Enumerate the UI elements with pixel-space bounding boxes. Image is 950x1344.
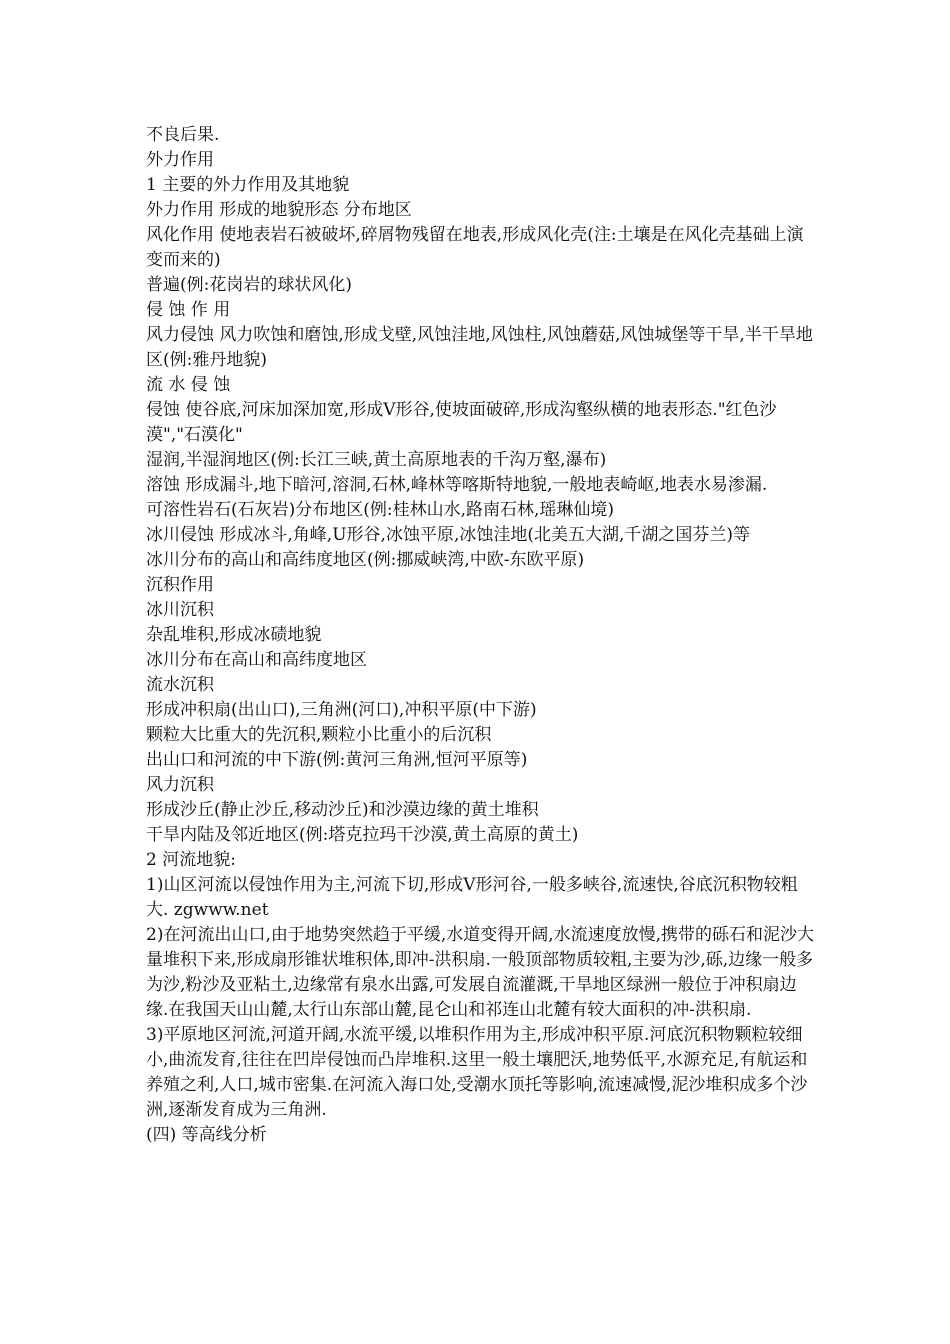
text-line: 湿润,半湿润地区(例:长江三峡,黄土高原地表的千沟万壑,瀑布) (146, 450, 607, 470)
text-line: 冰川分布在高山和高纬度地区 (146, 650, 367, 670)
text-line: 侵 蚀 作 用 (146, 300, 231, 320)
text-line: 冰川沉积 (146, 600, 214, 620)
section-heading: 沉积作用 (146, 575, 214, 595)
text-line: 干旱内陆及邻近地区(例:塔克拉玛干沙漠,黄土高原的黄土) (146, 825, 579, 845)
text-line: 侵蚀 使谷底,河床加深加宽,形成V形谷,使坡面破碎,形成沟壑纵横的地表形态."红色沙漠","石漠化" (146, 400, 777, 445)
subsection-heading: 1 主要的外力作用及其地貌 (146, 175, 350, 195)
text-line: 颗粒大比重大的先沉积,颗粒小比重小的后沉积 (146, 725, 492, 745)
text-line: 流 水 侵 蚀 (146, 375, 231, 395)
text-line: 形成沙丘(静止沙丘,移动沙丘)和沙漠边缘的黄土堆积 (146, 800, 539, 820)
text-line: 风化作用 使地表岩石被破坏,碎屑物残留在地表,形成风化壳(注:土壤是在风化壳基础上演变而来的) (146, 225, 804, 270)
text-line: 冰川侵蚀 形成冰斗,角峰,U形谷,冰蚀平原,冰蚀洼地(北美五大湖,千湖之国芬兰)等 (146, 525, 751, 545)
text-line: 普遍(例:花岗岩的球状风化) (146, 275, 352, 295)
subsection-heading: 2 河流地貌: (146, 850, 236, 870)
section-heading: (四) 等高线分析 (146, 1125, 267, 1145)
text-line: 冰川分布的高山和高纬度地区(例:挪威峡湾,中欧-东欧平原) (146, 550, 585, 570)
text-line: 形成冲积扇(出山口),三角洲(河口),冲积平原(中下游) (146, 700, 537, 720)
text-line: 溶蚀 形成漏斗,地下暗河,溶洞,石林,峰林等喀斯特地貌,一般地表崎岖,地表水易渗漏. (146, 475, 768, 495)
text-line: 不良后果. (146, 125, 220, 145)
paragraph: 3)平原地区河流,河道开阔,水流平缓,以堆积作用为主,形成冲积平原.河底沉积物颗粒较细小,曲流发育,往往在凹岸侵蚀而凸岸堆积.这里一般土壤肥沃,地势低平,水源充足,有航运和养殖之利,人口,城市密集.在河流入海口处,受潮水顶托等影响,流速减慢,泥沙堆积成多个沙洲,逐渐发育成为三角洲. (146, 1025, 808, 1120)
section-heading: 外力作用 (146, 150, 214, 170)
text-line: 杂乱堆积,形成冰碛地貌 (146, 625, 322, 645)
text-line: 流水沉积 (146, 675, 214, 695)
document-body (146, 123, 816, 1148)
text-line: 出山口和河流的中下游(例:黄河三角洲,恒河平原等) (146, 750, 528, 770)
text-line: 风力侵蚀 风力吹蚀和磨蚀,形成戈壁,风蚀洼地,风蚀柱,风蚀蘑菇,风蚀城堡等干旱,半干旱地区(例:雅丹地貌) (146, 325, 813, 370)
text-line: 可溶性岩石(石灰岩)分布地区(例:桂林山水,路南石林,瑶琳仙境) (146, 500, 615, 520)
text-line: 风力沉积 (146, 775, 214, 795)
paragraph: 2)在河流出山口,由于地势突然趋于平缓,水道变得开阔,水流速度放慢,携带的砾石和泥沙大量堆积下来,形成扇形锥状堆积体,即冲-洪积扇.一般顶部物质较粗,主要为沙,砾,边缘一般多为沙,粉沙及亚粘土,边缘常有泉水出露,可发展自流灌溉,干旱地区绿洲一般位于冲积扇边缘.在我国天山山麓,太行山东部山麓,昆仑山和祁连山北麓有较大面积的冲-洪积扇. (146, 925, 815, 1020)
table-header-line: 外力作用 形成的地貌形态 分布地区 (146, 200, 412, 220)
paragraph: 1)山区河流以侵蚀作用为主,河流下切,形成V形河谷,一般多峡谷,流速快,谷底沉积物较粗大. zgwww.net (146, 875, 798, 920)
